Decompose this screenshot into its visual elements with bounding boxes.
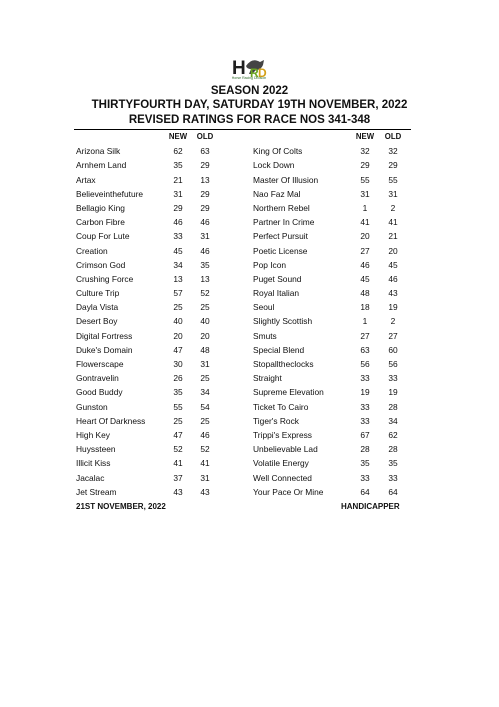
rating-new: 34 — [173, 259, 183, 270]
rating-old: 54 — [200, 401, 210, 412]
rating-new: 40 — [173, 316, 183, 327]
rating-new: 48 — [360, 288, 370, 299]
rating-old: 62 — [388, 429, 398, 440]
rating-new: 29 — [173, 202, 183, 213]
col-new-header: NEW — [355, 132, 375, 141]
ratings-table — [74, 131, 411, 500]
rating-new: 31 — [360, 188, 370, 199]
rating-new: 20 — [360, 231, 370, 242]
rating-new: 46 — [360, 259, 370, 270]
table-row — [74, 245, 411, 259]
table-row — [74, 386, 411, 400]
rating-new: 45 — [360, 273, 370, 284]
horse-name: Your Pace Or Mine — [253, 486, 324, 497]
horse-name: Culture Trip — [76, 288, 120, 299]
table-row — [74, 145, 411, 159]
rating-old: 31 — [200, 231, 210, 242]
svg-text:R: R — [250, 66, 259, 80]
rating-old: 29 — [388, 160, 398, 171]
rating-new: 21 — [173, 174, 183, 185]
rating-new: 28 — [360, 444, 370, 455]
table-row — [74, 372, 411, 386]
horse-name: Ticket To Cairo — [253, 401, 309, 412]
table-row — [74, 429, 411, 443]
table-row — [74, 344, 411, 358]
rating-old: 19 — [388, 302, 398, 313]
rating-new: 1 — [362, 316, 368, 327]
rating-old: 63 — [200, 146, 210, 157]
table-row — [74, 230, 411, 244]
rating-new: 41 — [360, 217, 370, 228]
rating-new: 55 — [360, 174, 370, 185]
horse-name: Poetic License — [253, 245, 308, 256]
rating-old: 25 — [200, 373, 210, 384]
rating-new: 18 — [360, 302, 370, 313]
rating-old: 33 — [388, 373, 398, 384]
table-row — [74, 315, 411, 329]
col-new-header: NEW — [168, 132, 188, 141]
rating-new: 63 — [360, 344, 370, 355]
rating-old: 20 — [200, 330, 210, 341]
rating-old: 34 — [388, 415, 398, 426]
rating-old: 35 — [388, 458, 398, 469]
table-top-rule — [74, 129, 411, 130]
horse-name: Illicit Kiss — [76, 458, 111, 469]
rating-old: 43 — [388, 288, 398, 299]
table-row — [74, 401, 411, 415]
horse-name: Master Of Illusion — [253, 174, 319, 185]
rating-old: 32 — [388, 146, 398, 157]
rating-new: 47 — [173, 344, 183, 355]
horse-name: Trippi's Express — [253, 429, 312, 440]
table-row — [74, 216, 411, 230]
rating-old: 2 — [390, 202, 396, 213]
horse-name: Nao Faz Mal — [253, 188, 301, 199]
horse-name: Lock Down — [253, 160, 295, 171]
rating-old: 46 — [200, 429, 210, 440]
rating-new: 32 — [360, 146, 370, 157]
rating-new: 56 — [360, 359, 370, 369]
horse-name: Tiger's Rock — [253, 415, 299, 426]
rating-new: 57 — [173, 288, 183, 299]
table-row — [74, 287, 411, 301]
table-row — [74, 486, 411, 500]
rating-old: 29 — [200, 202, 210, 213]
rating-old: 56 — [388, 359, 398, 369]
rating-new: 43 — [173, 486, 183, 497]
rating-new: 62 — [173, 146, 183, 157]
rating-old: 28 — [388, 401, 398, 412]
col-old-header: OLD — [196, 132, 214, 141]
horse-name: Northern Rebel — [253, 202, 310, 213]
horse-name: Crushing Force — [76, 273, 134, 284]
rating-old: 52 — [200, 288, 210, 299]
table-row — [74, 301, 411, 315]
rating-new: 20 — [173, 330, 183, 341]
rating-new: 33 — [173, 231, 183, 242]
horse-name: Flowerscape — [76, 359, 124, 369]
rating-new: 35 — [173, 160, 183, 171]
rating-new: 35 — [173, 387, 183, 398]
rating-new: 29 — [360, 160, 370, 171]
rating-old: 34 — [200, 387, 210, 398]
rating-new: 33 — [360, 401, 370, 412]
rating-old: 46 — [388, 273, 398, 284]
horse-name: Duke's Domain — [76, 344, 133, 355]
footer-date: 21ST NOVEMBER, 2022 — [76, 502, 166, 511]
horse-name: Dayla Vista — [76, 302, 119, 313]
horse-name: Pop Icon — [253, 259, 287, 270]
horse-name: Digital Fortress — [76, 330, 133, 341]
rating-old: 2 — [390, 316, 396, 327]
horse-name: Artax — [76, 174, 96, 185]
table-row — [74, 472, 411, 486]
horse-name: Royal Italian — [253, 288, 300, 299]
rating-new: 31 — [173, 188, 183, 199]
rating-old: 41 — [200, 458, 210, 469]
col-old-header: OLD — [384, 132, 402, 141]
footer-signoff: HANDICAPPER — [341, 502, 400, 511]
table-row — [74, 443, 411, 457]
horse-name: Crimson God — [76, 259, 126, 270]
horse-name: Believeinthefuture — [76, 188, 144, 199]
rating-new: 35 — [360, 458, 370, 469]
rating-new: 27 — [360, 245, 370, 256]
ratings-subtitle: REVISED RATINGS FOR RACE NOS 341-348 — [128, 114, 371, 126]
rating-old: 25 — [200, 415, 210, 426]
horse-name: Partner In Crime — [253, 217, 315, 228]
horse-name: Desert Boy — [76, 316, 118, 327]
rating-new: 30 — [173, 359, 183, 369]
rating-old: 20 — [388, 245, 398, 256]
horse-name: Supreme Elevation — [253, 387, 324, 398]
rating-old: 31 — [200, 472, 210, 483]
rating-old: 46 — [200, 217, 210, 228]
svg-text:H: H — [232, 58, 246, 79]
horse-name: Creation — [76, 245, 108, 256]
table-row — [74, 188, 411, 202]
horse-name: Unbelievable Lad — [253, 444, 318, 455]
horse-name: Seoul — [253, 302, 275, 313]
horse-name: Smuts — [253, 330, 277, 341]
table-row — [74, 358, 411, 372]
rating-new: 25 — [173, 302, 183, 313]
rating-new: 33 — [360, 415, 370, 426]
rating-new: 41 — [173, 458, 183, 469]
horse-name: Slightly Scottish — [253, 316, 313, 327]
rating-old: 13 — [200, 273, 210, 284]
rating-new: 1 — [362, 202, 368, 213]
rating-new: 26 — [173, 373, 183, 384]
table-row — [74, 273, 411, 287]
rating-old: 35 — [200, 259, 210, 270]
horse-name: Arnhem Land — [76, 160, 127, 171]
table-header — [74, 131, 411, 145]
rating-old: 55 — [388, 174, 398, 185]
horse-name: Volatile Energy — [253, 458, 309, 469]
svg-text:D: D — [258, 66, 267, 80]
table-row — [74, 174, 411, 188]
horse-name: Special Blend — [253, 344, 305, 355]
rating-old: 28 — [388, 444, 398, 455]
horse-name: Bellagio King — [76, 202, 125, 213]
rating-new: 33 — [360, 472, 370, 483]
horse-name: Perfect Pursuit — [253, 231, 308, 242]
horse-name: Coup For Lute — [76, 231, 130, 242]
rating-old: 64 — [388, 486, 398, 497]
horse-name: Arizona Silk — [76, 146, 121, 157]
horse-name: Jacalac — [76, 472, 105, 483]
table-row — [74, 330, 411, 344]
logo-caption: Horse Racing Division — [231, 76, 267, 80]
rating-old: 27 — [388, 330, 398, 341]
rating-old: 29 — [200, 160, 210, 171]
rating-old: 40 — [200, 316, 210, 327]
rating-new: 47 — [173, 429, 183, 440]
rating-old: 13 — [200, 174, 210, 185]
rating-new: 33 — [360, 373, 370, 384]
rating-new: 19 — [360, 387, 370, 398]
horse-name: Heart Of Darkness — [76, 415, 146, 426]
rating-old: 25 — [200, 302, 210, 313]
rating-old: 45 — [388, 259, 398, 270]
rating-new: 64 — [360, 486, 370, 497]
horse-name: Puget Sound — [253, 273, 302, 284]
horse-name: Gontravelin — [76, 373, 119, 384]
rating-new: 45 — [173, 245, 183, 256]
rating-new: 37 — [173, 472, 183, 483]
horse-name: Huyssteen — [76, 444, 116, 455]
rating-old: 33 — [388, 472, 398, 483]
rating-new: 27 — [360, 330, 370, 341]
horse-name: Well Connected — [253, 472, 312, 483]
rating-new: 25 — [173, 415, 183, 426]
table-row — [74, 457, 411, 471]
rating-new: 13 — [173, 273, 183, 284]
rating-old: 19 — [388, 387, 398, 398]
table-row — [74, 202, 411, 216]
horse-name: Good Buddy — [76, 387, 123, 398]
rating-old: 46 — [200, 245, 210, 256]
horse-name: Jet Stream — [76, 486, 117, 497]
horse-name: King Of Colts — [253, 146, 303, 157]
horse-name: Gunston — [76, 401, 108, 412]
table-row — [74, 415, 411, 429]
race-day-title: THIRTYFOURTH DAY, SATURDAY 19TH NOVEMBER, 2022 — [91, 99, 408, 111]
horse-name: High Key — [76, 429, 110, 440]
rating-old: 43 — [200, 486, 210, 497]
rating-new: 55 — [173, 401, 183, 412]
table-row — [74, 259, 411, 273]
table-row — [74, 159, 411, 173]
rating-old: 52 — [200, 444, 210, 455]
rating-old: 31 — [200, 359, 210, 369]
horse-name: Carbon Fibre — [76, 217, 125, 228]
rating-old: 21 — [388, 231, 398, 242]
rating-new: 67 — [360, 429, 370, 440]
rating-old: 48 — [200, 344, 210, 355]
rating-old: 31 — [388, 188, 398, 199]
rating-new: 46 — [173, 217, 183, 228]
rating-new: 52 — [173, 444, 183, 455]
season-title: SEASON 2022 — [210, 85, 289, 97]
rating-old: 41 — [388, 217, 398, 228]
horse-name: Stopalltheclocks — [253, 359, 314, 369]
horse-name: Straight — [253, 373, 282, 384]
rating-old: 60 — [388, 344, 398, 355]
rating-old: 29 — [200, 188, 210, 199]
